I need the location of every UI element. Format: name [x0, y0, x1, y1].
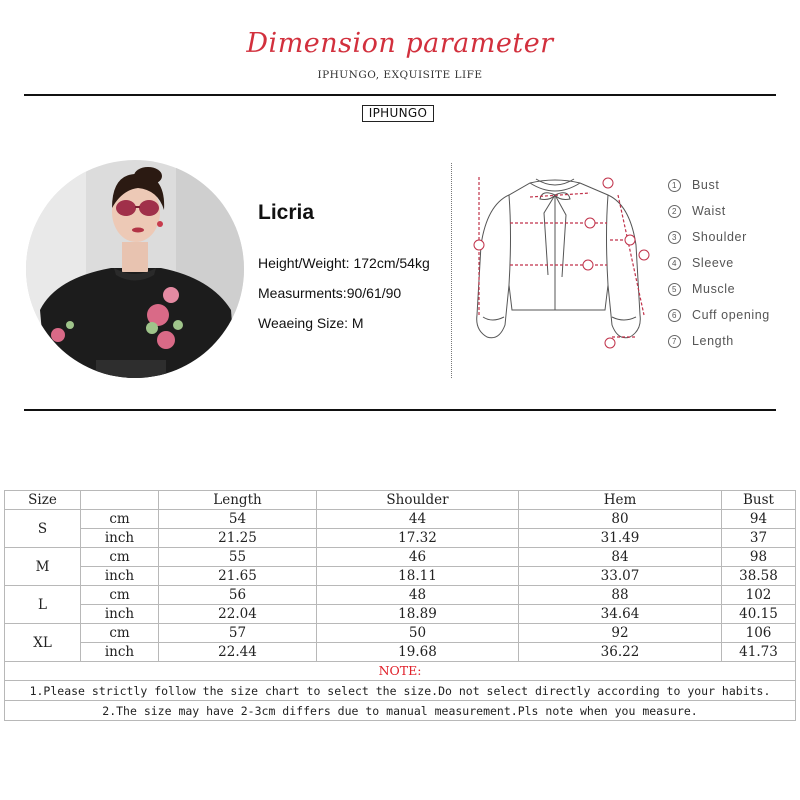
- header-cell: Length: [159, 491, 317, 510]
- model-wearing-size: Weaeing Size: M: [258, 315, 364, 331]
- legend-item: 3 Shoulder: [668, 224, 788, 250]
- length-cell: 56: [159, 586, 317, 605]
- unit-cell: cm: [81, 586, 159, 605]
- bust-cell: 102: [722, 586, 796, 605]
- table-row: [5, 624, 796, 643]
- model-height-weight: Height/Weight: 172cm/54kg: [258, 255, 430, 271]
- bust-cell: 106: [722, 624, 796, 643]
- table-row: [5, 529, 796, 548]
- hem-cell: 34.64: [519, 605, 722, 624]
- table-row: [5, 567, 796, 586]
- note-line-2: 2.The size may have 2-3cm differs due to manual measurement.Pls note when you measure.: [5, 701, 796, 721]
- table-row: [5, 548, 796, 567]
- hem-cell: 36.22: [519, 643, 722, 662]
- shoulder-cell: 46: [317, 548, 519, 567]
- hem-cell: 33.07: [519, 567, 722, 586]
- legend-item: 6 Cuff opening: [668, 302, 788, 328]
- shoulder-cell: 18.89: [317, 605, 519, 624]
- length-cell: 21.65: [159, 567, 317, 586]
- table-row: [5, 510, 796, 529]
- header-cell: Bust: [722, 491, 796, 510]
- table-header-row: [5, 491, 796, 510]
- bust-cell: 98: [722, 548, 796, 567]
- size-cell: XL: [5, 624, 81, 662]
- note-title-row: [5, 662, 796, 681]
- brand-label: IPHUNGO: [362, 105, 434, 122]
- length-cell: 22.04: [159, 605, 317, 624]
- unit-cell: inch: [81, 529, 159, 548]
- legend-item: 1 Bust: [668, 172, 788, 198]
- unit-cell: inch: [81, 567, 159, 586]
- hem-cell: 80: [519, 510, 722, 529]
- note-line-1: 1.Please strictly follow the size chart to select the size.Do not select directly according to your habits.: [5, 681, 796, 701]
- size-chart-table: [4, 490, 796, 721]
- hem-cell: 31.49: [519, 529, 722, 548]
- size-cell: S: [5, 510, 81, 548]
- hem-cell: 84: [519, 548, 722, 567]
- shoulder-cell: 44: [317, 510, 519, 529]
- shoulder-cell: 19.68: [317, 643, 519, 662]
- bust-cell: 41.73: [722, 643, 796, 662]
- page-title: Dimension parameter: [246, 28, 554, 59]
- shoulder-cell: 48: [317, 586, 519, 605]
- length-cell: 54: [159, 510, 317, 529]
- bottom-divider: [24, 409, 776, 411]
- unit-cell: cm: [81, 548, 159, 567]
- note-title: NOTE:: [5, 662, 796, 681]
- header-cell: Hem: [519, 491, 722, 510]
- model-name: Licria: [258, 201, 315, 224]
- shoulder-cell: 17.32: [317, 529, 519, 548]
- model-measurements: Measurments:90/61/90: [258, 285, 402, 301]
- table-row: [5, 605, 796, 624]
- length-cell: 57: [159, 624, 317, 643]
- section-divider: [451, 163, 452, 378]
- legend-item: 7 Length: [668, 328, 788, 354]
- legend-item: 5 Muscle: [668, 276, 788, 302]
- model-photo: [26, 160, 244, 378]
- length-cell: 22.44: [159, 643, 317, 662]
- garment-diagram: [470, 165, 655, 355]
- shoulder-cell: 50: [317, 624, 519, 643]
- bust-cell: 37: [722, 529, 796, 548]
- length-cell: 55: [159, 548, 317, 567]
- page-subtitle: IPHUNGO, EXQUISITE LIFE: [317, 69, 483, 81]
- header-cell: Shoulder: [317, 491, 519, 510]
- shoulder-cell: 18.11: [317, 567, 519, 586]
- table-row: [5, 643, 796, 662]
- header-cell: Size: [5, 491, 81, 510]
- table-row: [5, 586, 796, 605]
- unit-cell: inch: [81, 643, 159, 662]
- length-cell: 21.25: [159, 529, 317, 548]
- note-row: [5, 701, 796, 721]
- unit-cell: cm: [81, 624, 159, 643]
- size-cell: L: [5, 586, 81, 624]
- bust-cell: 94: [722, 510, 796, 529]
- size-cell: M: [5, 548, 81, 586]
- unit-cell: inch: [81, 605, 159, 624]
- header-cell: [81, 491, 159, 510]
- top-divider: [24, 94, 776, 96]
- note-row: [5, 681, 796, 701]
- legend-item: 2 Waist: [668, 198, 788, 224]
- hem-cell: 92: [519, 624, 722, 643]
- hem-cell: 88: [519, 586, 722, 605]
- measurement-legend: [668, 172, 788, 354]
- bust-cell: 38.58: [722, 567, 796, 586]
- bust-cell: 40.15: [722, 605, 796, 624]
- unit-cell: cm: [81, 510, 159, 529]
- legend-item: 4 Sleeve: [668, 250, 788, 276]
